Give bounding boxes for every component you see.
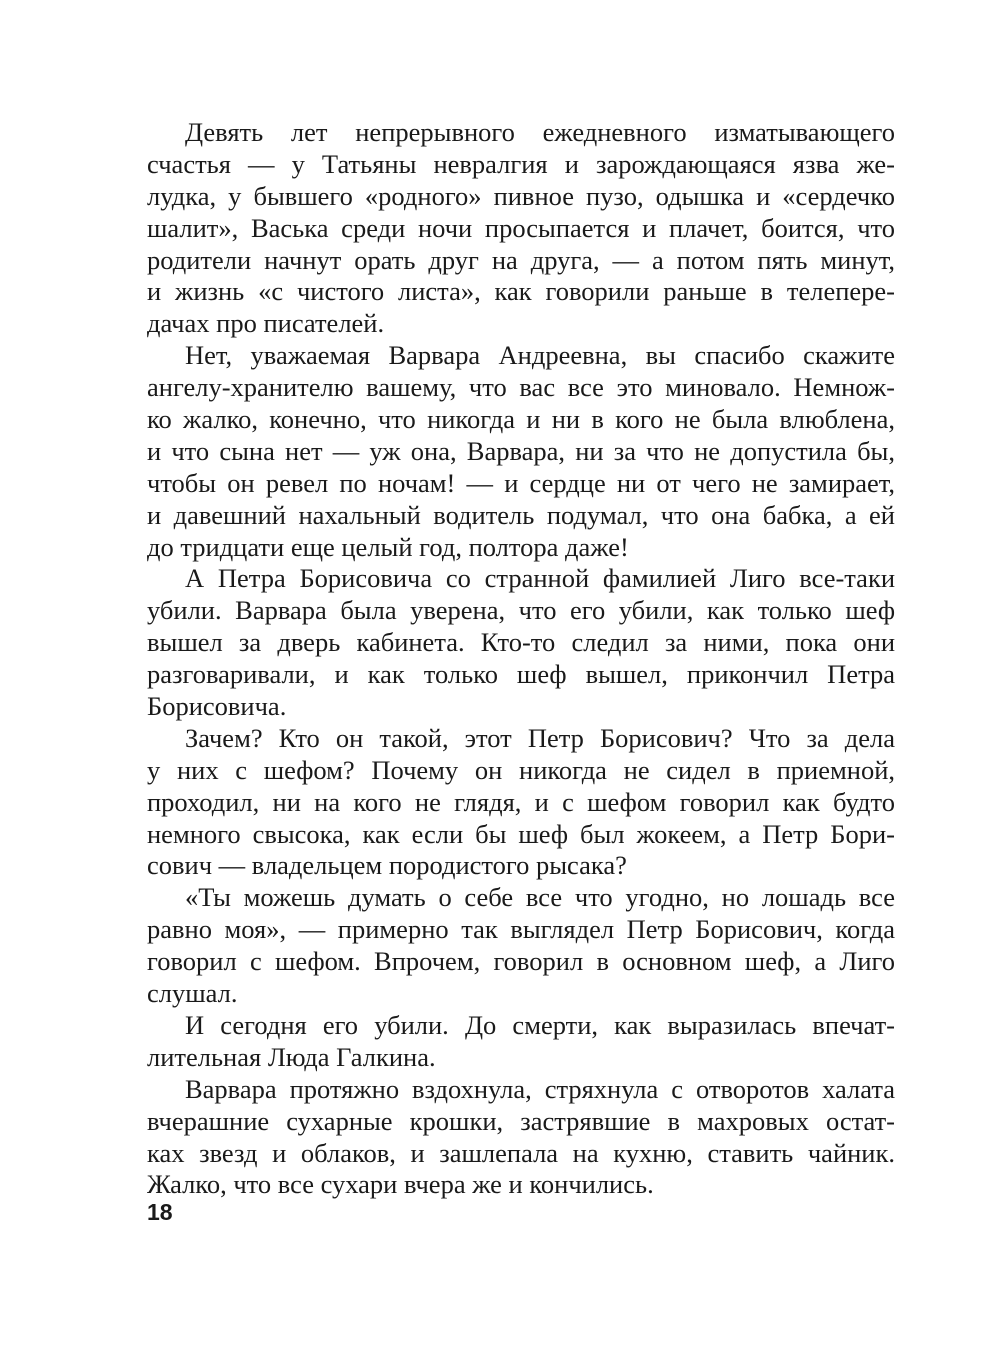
text-line: проходил, ни на кого не глядя, и с шефом говорил как будто (147, 786, 895, 817)
text-line: А Петра Борисовича со странной фамилией Лиго все-таки (185, 563, 895, 594)
text-line: Варвара протяжно вздохнула, стряхнула с отворотов халата (185, 1073, 895, 1104)
text-line: лудка, у бывшего «родного» пивное пузо, одышка и «сердечко (147, 180, 895, 211)
paragraph-2 (147, 340, 895, 563)
text-line: убили. Варвара была уверена, что его убили, как только шеф (147, 595, 895, 626)
text-line: родители начнут орать друг на друга, — а потом пять минут, (147, 244, 895, 275)
paragraph-4 (147, 723, 895, 882)
body-text (147, 117, 895, 1201)
text-line: шалит», Васька среди ночи просыпается и плачет, боится, что (147, 212, 895, 243)
text-line: вчерашние сухарные крошки, застрявшие в махровых остат- (147, 1105, 895, 1136)
text-line: у них с шефом? Почему он никогда не сидел в приемной, (147, 754, 895, 785)
paragraph-3 (147, 563, 895, 722)
paragraph-1 (147, 117, 895, 340)
text-line: ангелу-хранителю вашему, что вас все это миновало. Немнож- (147, 372, 895, 403)
text-line: Жалко, что все сухари вчера же и кончились. (147, 1169, 654, 1200)
text-line: счастья — у Татьяны невралгия и зарождающаяся язва же- (147, 148, 895, 179)
text-line: дачах про писателей. (147, 308, 385, 339)
text-line: слушал. (147, 978, 238, 1009)
paragraph-5 (147, 882, 895, 1010)
text-line: ко жалко, конечно, что никогда и ни в кого не была влюблена, (147, 404, 895, 435)
paragraph-7 (147, 1074, 895, 1202)
text-line: и что сына нет — уж она, Варвара, ни за что не допустила бы, (147, 435, 895, 466)
text-line: вышел за дверь кабинета. Кто-то следил за ними, пока они (147, 627, 895, 658)
page-number: 18 (147, 1199, 173, 1225)
text-line: равно моя», — примерно так выглядел Петр Борисович, когда (147, 914, 895, 945)
text-line: лительная Люда Галкина. (147, 1041, 436, 1072)
paragraph-6 (147, 1010, 895, 1074)
text-line: ках звезд и облаков, и зашлепала на кухню, ставить чайник. (147, 1137, 895, 1168)
text-line: Борисовича. (147, 691, 287, 722)
text-line: чтобы он ревел по ночам! — и сердце ни от чего не замирает, (147, 467, 895, 498)
text-line: до тридцати еще целый год, полтора даже! (147, 531, 629, 562)
text-line: Девять лет непрерывного ежедневного изматывающего (185, 117, 895, 147)
text-line: немного свысока, как если бы шеф был жокеем, а Петр Бори- (147, 818, 895, 849)
text-line: и давешний нахальный водитель подумал, что она бабка, а ей (147, 499, 895, 530)
text-line: Зачем? Кто он такой, этот Петр Борисович? Что за дела (185, 722, 895, 753)
text-line: говорил с шефом. Впрочем, говорил в основном шеф, а Лиго (147, 946, 895, 977)
text-line: И сегодня его убили. До смерти, как выразилась впечат- (185, 1009, 895, 1040)
text-line: Нет, уважаемая Варвара Андреевна, вы спасибо скажите (185, 340, 895, 371)
text-line: и жизнь «с чистого листа», как говорили раньше в телепере- (147, 276, 895, 307)
text-line: разговаривали, и как только шеф вышел, прикончил Петра (147, 659, 895, 690)
text-line: сович — владельцем породистого рысака? (147, 850, 627, 881)
text-line: «Ты можешь думать о себе все что угодно, но лошадь все (185, 882, 895, 913)
